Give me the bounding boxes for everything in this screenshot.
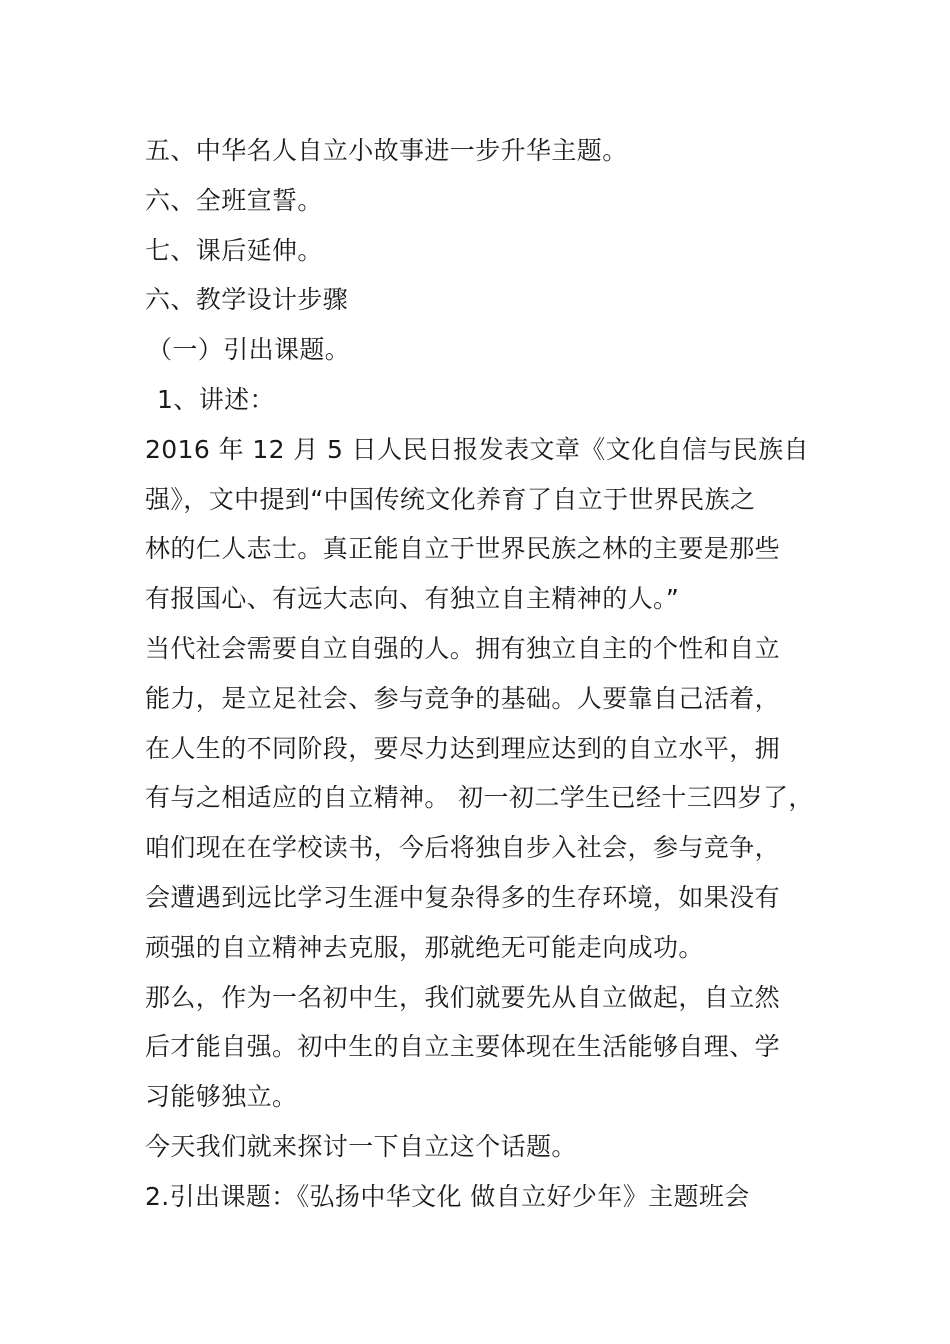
paragraph-line: 顽强的自立精神去克服，那就绝无可能走向成功。 (145, 932, 704, 962)
paragraph-line: 习能够独立。 (145, 1082, 298, 1112)
paragraph-line: 有与之相适应的自立精神。 初一初二学生已经十三四岁了， (145, 783, 814, 813)
paragraph-line: 在人生的不同阶段，要尽力达到理应达到的自立水平，拥 (145, 733, 781, 763)
paragraph-line: 今天我们就来探讨一下自立这个话题。 (145, 1131, 577, 1161)
paragraph-line: 能力，是立足社会、参与竞争的基础。人要靠自己活着， (145, 683, 781, 713)
document-body (145, 126, 825, 1222)
paragraph-line: 2016 年 12 月 5 日人民日报发表文章《文化自信与民族自 (145, 434, 809, 464)
step-heading-2: 2.引出课题：《弘扬中华文化 做自立好少年》主题班会 (145, 1181, 750, 1211)
paragraph-line: 有报国心、有远大志向、有独立自主精神的人。” (145, 584, 680, 614)
paragraph-line: 林的仁人志士。真正能自立于世界民族之林的主要是那些 (145, 534, 781, 564)
paragraph-line: 当代社会需要自立自强的人。拥有独立自主的个性和自立 (145, 633, 781, 663)
paragraph-line: 咱们现在在学校读书，今后将独自步入社会，参与竞争， (145, 833, 781, 863)
paragraph-line: 那么，作为一名初中生，我们就要先从自立做起，自立然 (145, 982, 781, 1012)
step-heading: 1、讲述： (157, 384, 275, 414)
section-heading: 六、教学设计步骤 (145, 285, 349, 315)
subsection-heading: （一）引出课题。 (147, 335, 351, 365)
outline-item-7: 七、课后延伸。 (145, 235, 323, 265)
outline-item-6: 六、全班宣誓。 (145, 185, 323, 215)
outline-item-5: 五、中华名人自立小故事进一步升华主题。 (145, 136, 628, 165)
paragraph-line: 会遭遇到远比学习生涯中复杂得多的生存环境，如果没有 (145, 882, 781, 912)
paragraph-line: 后才能自强。初中生的自立主要体现在生活能够自理、学 (145, 1032, 781, 1062)
paragraph-line: 强》，文中提到“中国传统文化养育了自立于世界民族之 (145, 484, 756, 514)
